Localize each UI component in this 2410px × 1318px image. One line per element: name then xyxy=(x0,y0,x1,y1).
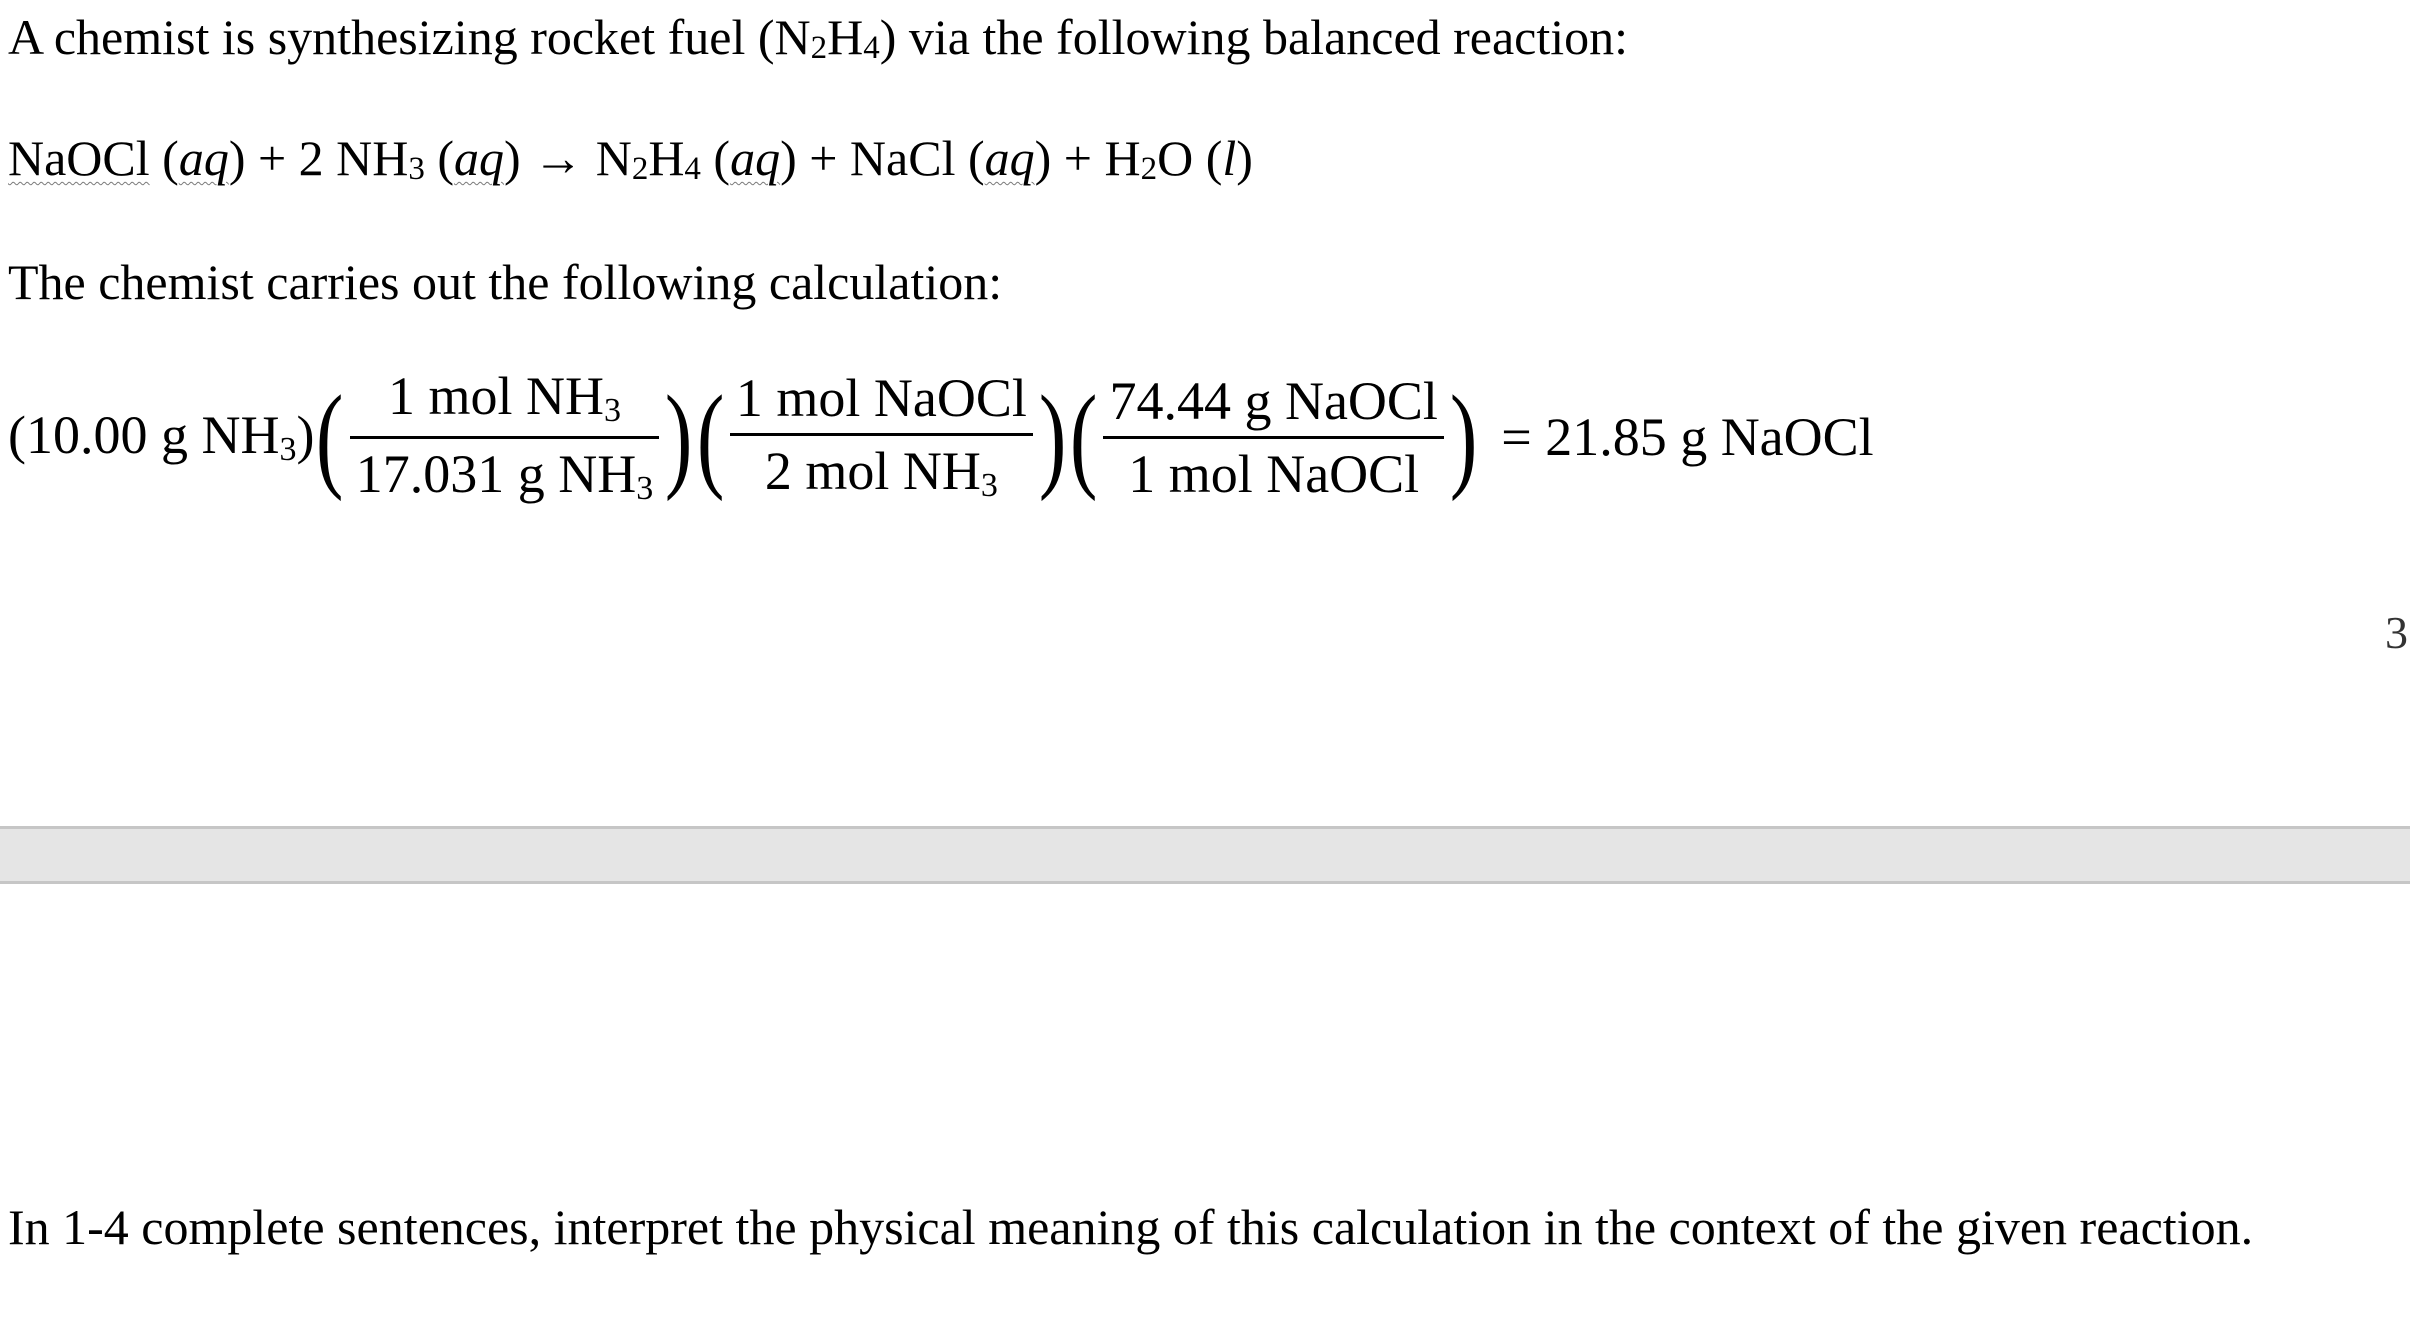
left-paren: ( xyxy=(316,371,344,502)
state-aq: aq xyxy=(730,130,781,186)
left-paren: ( xyxy=(1070,371,1098,502)
molar-mass-fraction: $\frac{\text{1 mol NH3}}{\text{17.031 g NH3}}$ xyxy=(350,369,660,506)
right-paren: ) xyxy=(1449,371,1478,502)
intro-text: A chemist is synthesizing rocket fuel (N2H4) via the following balanced reaction: xyxy=(8,9,1629,66)
page-break-gap xyxy=(0,826,2410,884)
calculation-intro: The chemist carries out the following calculation: xyxy=(8,254,1003,310)
calculation-result: = 21.85 g NaOCl xyxy=(1501,407,1874,467)
naocl-formula: NaOCl xyxy=(8,130,150,186)
page-number: 3 xyxy=(2385,607,2408,658)
right-paren: ) xyxy=(1038,371,1067,502)
state-l: l xyxy=(1222,130,1237,186)
mole-ratio-fraction: $\frac{\text{1 mol NaOCl}}{\text{2 mol NH3}}$ xyxy=(730,371,1033,503)
dimensional-analysis-calculation xyxy=(8,362,1892,512)
naocl-molar-mass-fraction: $\frac{\text{74.44 g NaOCl}}{\text{1 mol NaOCl}}$ xyxy=(1103,374,1443,501)
state-aq: aq xyxy=(984,130,1035,186)
state-aq: aq xyxy=(178,130,229,186)
right-paren: ) xyxy=(665,371,693,502)
state-aq: aq xyxy=(454,130,505,186)
starting-mass: (10.00 g NH3) xyxy=(8,404,315,468)
question-prompt: In 1-4 complete sentences, interpret the physical meaning of this calculation in the context of the given reaction. xyxy=(8,1199,2254,1255)
left-paren: ( xyxy=(696,371,724,502)
balanced-reaction: NaOCl (aq) + 2 NH3 (aq) → N2H4 (aq) + NaCl (aq) + H2O (l) xyxy=(8,130,1253,187)
